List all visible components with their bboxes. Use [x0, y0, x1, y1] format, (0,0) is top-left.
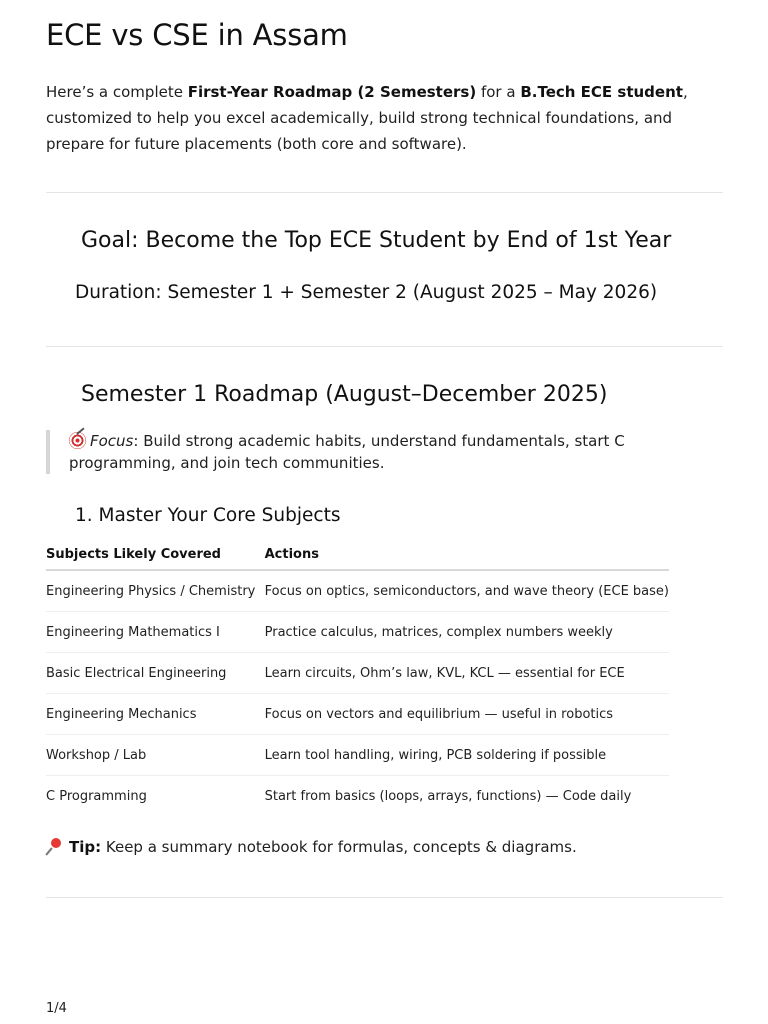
table-row — [46, 653, 669, 694]
table-row — [46, 735, 669, 776]
subject-cell: Basic Electrical Engineering — [46, 653, 265, 694]
divider — [46, 346, 723, 347]
goal-heading: Goal: Become the Top ECE Student by End of 1st Year — [81, 228, 672, 253]
semester1-heading: Semester 1 Roadmap (August–December 2025) — [81, 382, 608, 407]
intro-paragraph — [46, 79, 718, 157]
table-row — [46, 612, 669, 653]
column-header-subjects: Subjects Likely Covered — [46, 540, 265, 570]
subject-cell: Engineering Physics / Chemistry — [46, 570, 265, 612]
core-subjects-heading: 1. Master Your Core Subjects — [75, 505, 341, 526]
intro-text: Here’s a complete — [46, 83, 188, 101]
subject-cell: Engineering Mathematics I — [46, 612, 265, 653]
tip-text: Keep a summary notebook for formulas, concepts & diagrams. — [101, 838, 577, 856]
focus-label: Focus — [90, 432, 134, 450]
focus-blockquote — [46, 430, 723, 474]
focus-text: : Build strong academic habits, understand fundamentals, start C programming, and join tech communities. — [69, 432, 625, 472]
target-icon — [69, 432, 86, 449]
tip-callout — [46, 836, 577, 858]
table-row — [46, 776, 669, 817]
page-number: 1/4 — [46, 1001, 67, 1016]
pushpin-icon — [46, 837, 64, 855]
table-row — [46, 570, 669, 612]
action-cell: Practice calculus, matrices, complex numbers weekly — [265, 612, 669, 653]
column-header-actions: Actions — [265, 540, 669, 570]
action-cell: Learn circuits, Ohm’s law, KVL, KCL — essential for ECE — [265, 653, 669, 694]
tip-label: Tip: — [69, 838, 102, 856]
subject-cell: Workshop / Lab — [46, 735, 265, 776]
table-row — [46, 694, 669, 735]
duration-heading: Duration: Semester 1 + Semester 2 (August 2025 – May 2026) — [75, 282, 658, 303]
core-subjects-table — [46, 540, 669, 816]
table-header-row — [46, 540, 669, 570]
page-title: ECE vs CSE in Assam — [46, 18, 348, 52]
action-cell: Learn tool handling, wiring, PCB soldering if possible — [265, 735, 669, 776]
action-cell: Start from basics (loops, arrays, functions) — Code daily — [264, 788, 632, 804]
action-cell: Focus on optics, semiconductors, and wave theory (ECE base) — [265, 570, 669, 612]
subject-cell: C Programming — [46, 788, 147, 804]
subject-cell: Engineering Mechanics — [46, 694, 265, 735]
intro-bold-student: B.Tech ECE student — [520, 83, 683, 101]
intro-text: for a — [476, 83, 521, 101]
action-cell: Focus on vectors and equilibrium — useful in robotics — [265, 694, 669, 735]
divider — [46, 897, 723, 898]
divider — [46, 192, 723, 193]
intro-text: , customized to help you excel academically, build strong technical foundations, and prepare for future placements (both core and software). — [46, 83, 688, 153]
intro-bold-roadmap: First-Year Roadmap (2 Semesters) — [187, 83, 477, 101]
